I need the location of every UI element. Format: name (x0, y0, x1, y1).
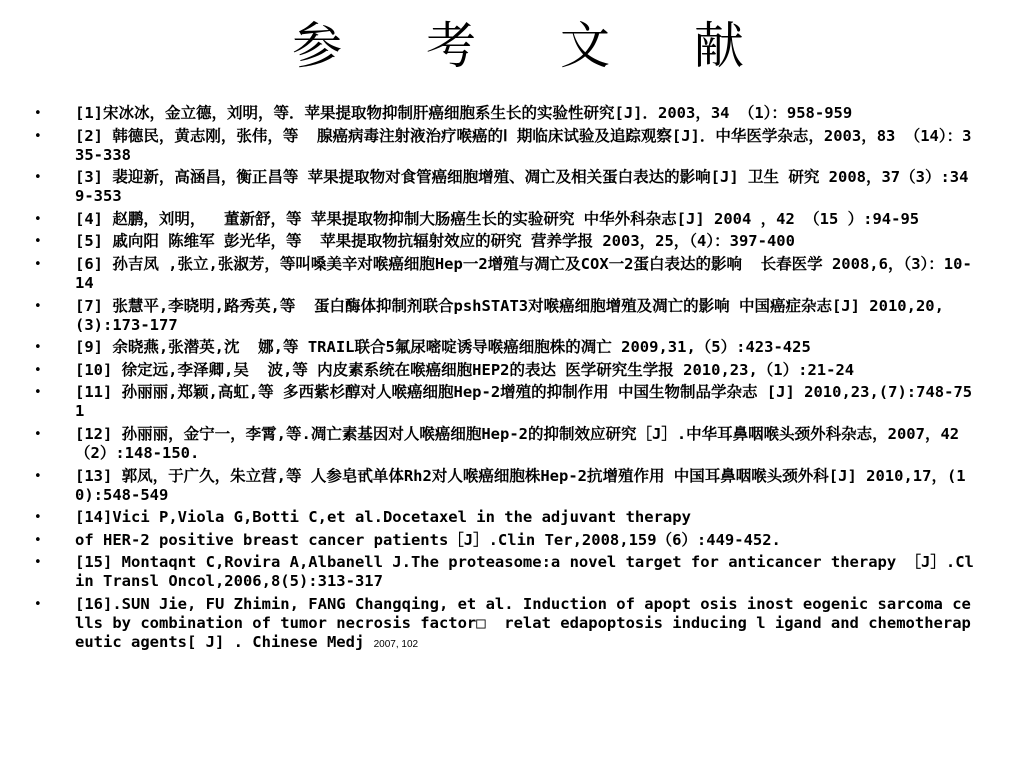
reference-item-12 (34, 425, 974, 463)
reference-item-14-cont (34, 531, 974, 550)
reference-text: [1]宋冰冰，金立德，刘明，等．苹果提取物抑制肝癌细胞系生长的实验性研究[J]．2003，34 （1）：958-959 (75, 104, 853, 122)
reference-item-15 (34, 553, 974, 591)
reference-tail: 2007, 102 (373, 638, 419, 650)
bullet-icon: • (34, 211, 42, 227)
bullet-icon: • (34, 298, 42, 314)
bullet-icon: • (34, 128, 42, 144)
bullet-icon: • (34, 234, 42, 250)
reference-text: [14]Vici P,Viola G,Botti C,et al.Docetaxel in the adjuvant therapy (75, 508, 691, 527)
bullet-icon: • (34, 596, 42, 612)
bullet-icon: • (34, 385, 42, 401)
bullet-icon: • (34, 362, 42, 378)
reference-item-5 (34, 232, 974, 251)
reference-text: [3] 裴迎新，高涵昌，衡正昌等 苹果提取物对食管癌细胞增殖、凋亡及相关蛋白表达的影响[J] 卫生 研究 2008，37（3）:349-353 (75, 168, 969, 206)
bullet-icon: • (34, 510, 42, 526)
reference-text: of HER-2 positive breast cancer patients［J］.Clin Ter,2008,159（6）:449-452. (75, 530, 781, 549)
reference-text: [11] 孙丽丽,郑颖,高虹,等 多西紫杉醇对人喉癌细胞Hep-2增殖的抑制作用 中国生物制品学杂志 [J] 2010,23,(7):748-751 (75, 383, 973, 421)
reference-item-3 (34, 168, 974, 206)
reference-text: [12] 孙丽丽，金宁一，李霄,等.凋亡素基因对人喉癌细胞Hep-2的抑制效应研究［J］.中华耳鼻咽喉头颈外科杂志，2007，42（2）:148-150. (75, 424, 960, 462)
reference-text: [5] 戚向阳 陈维军 彭光华，等 苹果提取物抗辐射效应的研究 营养学报 2003，25，（4）：397-400 (75, 232, 795, 251)
bullet-icon: • (34, 426, 42, 442)
reference-text: [4] 赵鹏，刘明， 董新舒，等 苹果提取物抑制大肠癌生长的实验研究 中华外科杂志[J] 2004 ，42 （15 ）:94-95 (75, 209, 920, 228)
reference-item-6 (34, 255, 974, 293)
reference-text: [7] 张慧平,李晓明,路秀英,等 蛋白酶体抑制剂联合pshSTAT3对喉癌细胞增殖及凋亡的影响 中国癌症杂志[J] 2010,20,(3):173-177 (75, 296, 944, 334)
reference-item-11 (34, 383, 974, 421)
page-title: 参 考 文 献 (292, 17, 778, 75)
bullet-icon: • (34, 256, 42, 272)
reference-text: [13] 郭凤，于广久，朱立营,等 人参皂甙单体Rh2对人喉癌细胞株Hep-2抗增殖作用 中国耳鼻咽喉头颈外科[J] 2010,17，(10):548-549 (75, 466, 966, 504)
reference-item-7 (34, 297, 974, 335)
reference-list (34, 104, 974, 658)
reference-item-4 (34, 210, 974, 229)
reference-text: [15] Montaqnt C,Rovira A,Albanell J.The proteasome:a novel target for anticancer therapy ［J］.Clin Transl Oncol,2006,8(5):313-317 (75, 553, 974, 591)
bullet-icon: • (34, 106, 42, 121)
reference-item-13 (34, 467, 974, 505)
reference-item-10 (34, 361, 974, 380)
bullet-icon: • (34, 532, 42, 548)
bullet-icon: • (34, 468, 42, 484)
reference-item-14 (34, 508, 974, 527)
reference-item-16 (34, 595, 974, 654)
reference-text: [9] 余晓燕,张潜英,沈 娜,等 TRAIL联合5氟尿嘧啶诱导喉癌细胞株的凋亡 2009,31,（5）:423-425 (75, 338, 811, 357)
reference-text: [16].SUN Jie, FU Zhimin, FANG Changqing, et al. Induction of apopt osis inost eogenic sarcoma cells by combination of tumor necrosis factor□ relat edapoptosis inducing l igand and chemotherapeutic agents[ J] . Chinese Medj (75, 594, 971, 651)
bullet-icon: • (34, 340, 42, 356)
reference-item-2 (34, 127, 974, 165)
reference-item-1 (34, 104, 974, 123)
reference-text: [10] 徐定远,李泽卿,吴 波,等 内皮素系统在喉癌细胞HEP2的表达 医学研究生学报 2010,23,（1）:21-24 (75, 360, 855, 379)
reference-item-9 (34, 338, 974, 357)
bullet-icon: • (34, 170, 42, 186)
reference-text: [2] 韩德民，黄志刚，张伟，等 腺癌病毒注射液治疗喉癌的Ⅰ 期临床试验及追踪观察[J]．中华医学杂志，2003，83 （14）：335-338 (75, 126, 972, 164)
reference-text: [6] 孙吉凤 ,张立,张淑芳，等叫嗓美辛对喉癌细胞Hep一2增殖与凋亡及COX一2蛋白表达的影响 长春医学 2008,6，（3）：10-14 (75, 254, 972, 292)
bullet-icon: • (34, 555, 42, 571)
